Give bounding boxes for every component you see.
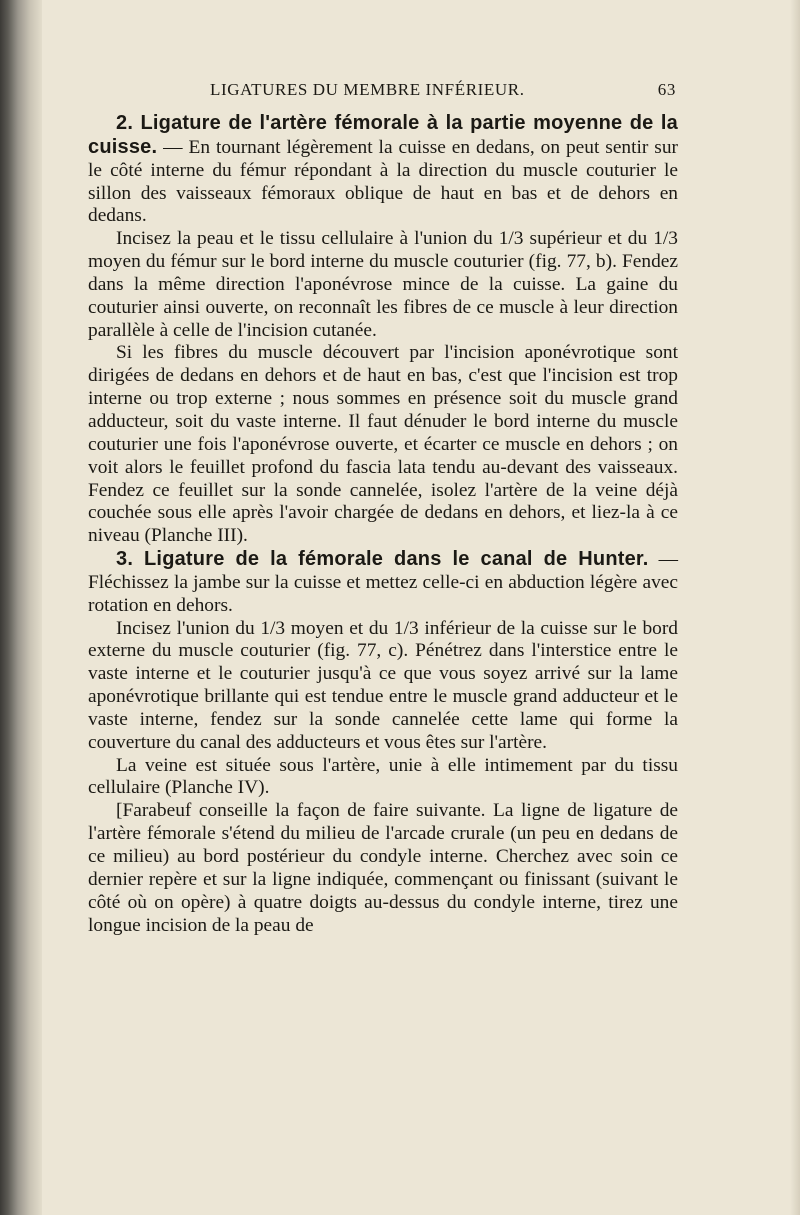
paragraph-3 <box>88 342 678 548</box>
page-text-block <box>88 76 678 937</box>
running-head <box>88 76 678 106</box>
paragraph-7 <box>88 800 678 937</box>
page-edge <box>790 0 800 1215</box>
page-number: 63 <box>657 80 676 99</box>
body-text <box>88 112 678 937</box>
book-gutter-shadow <box>0 0 42 1215</box>
paragraph-1 <box>88 112 678 228</box>
paragraph-text: Incisez la peau et le tissu cellulaire à l'union du 1/3 supérieur et du 1/3 moyen du fémur sur le bord interne du muscle couturier (fig. 77, b). Fendez dans la même direction l'aponévrose mince de la cuisse. La gaine du couturier ainsi ouverte, on reconnaît les fibres de ce muscle à leur direction parallèle à celle de l'incision cutanée. <box>88 228 678 341</box>
paragraph-text: [Farabeuf conseille la façon de faire suivante. La ligne de ligature de l'artère fémorale s'étend du milieu de l'arcade crurale (un peu en dedans de ce milieu) au bord postérieur du condyle interne. Cherchez avec soin ce dernier repère et sur la ligne indiquée, commençant ou finissant (suivant le côté où on opère) à quatre doigts au-dessus du condyle interne, tirez une longue incision de la peau de <box>88 800 678 936</box>
paragraph-text: — En tournant légèrement la cuisse en dedans, on peut sentir sur le côté interne du fémur répondant à la direction du muscle couturier le sillon des vaisseaux fémoraux oblique de haut en bas et de dehors en dedans. <box>88 136 678 227</box>
paragraph-2 <box>88 228 678 342</box>
paragraph-5 <box>88 618 678 755</box>
paragraph-text: Incisez l'union du 1/3 moyen et du 1/3 inférieur de la cuisse sur le bord externe du muscle couturier (fig. 77, c). Pénétrez dans l'interstice entre le vaste interne et le couturier jusqu'à ce que vous soyez arrivé sur la lame aponévrotique brillante qui est tendue entre le muscle grand adducteur et le vaste interne, fendez sur la sonde cannelée cette lame qui forme la couverture du canal des adducteurs et vous êtes sur l'artère. <box>88 617 678 753</box>
paragraph-text: — Fléchissez la jambe sur la cuisse et mettez celle-ci en abduction légère avec rotation en dehors. <box>88 549 678 616</box>
paragraph-6 <box>88 755 678 801</box>
paragraph-text: La veine est située sous l'artère, unie à elle intimement par du tissu cellulaire (Planche IV). <box>88 754 678 799</box>
paragraph-text: Si les fibres du muscle découvert par l'incision aponévrotique sont dirigées de dedans en dehors et de haut en bas, c'est que l'incision est trop interne ou trop externe ; nous sommes en présence soit du muscle grand adducteur, soit du vaste interne. Il faut dénuder le bord interne du muscle couturier une fois l'aponévrose ouverte, et écarter ce muscle en dehors ; on voit alors le feuillet profond du fascia lata tendu au-devant des vaisseaux. Fendez ce feuillet sur la sonde cannelée, isolez l'artère de la veine déjà couchée sous elle après l'avoir chargée de dedans en dehors, et liez-la à ce niveau (Planche III). <box>88 342 678 547</box>
paragraph-4 <box>88 548 678 618</box>
running-title: LIGATURES DU MEMBRE INFÉRIEUR. <box>210 80 525 99</box>
section-heading-2: 2. Ligature de l'artère fémorale à la partie moyenne de la cuisse. <box>88 112 678 158</box>
section-heading-3: 3. Ligature de la fémorale dans le canal de Hunter. <box>116 548 649 571</box>
